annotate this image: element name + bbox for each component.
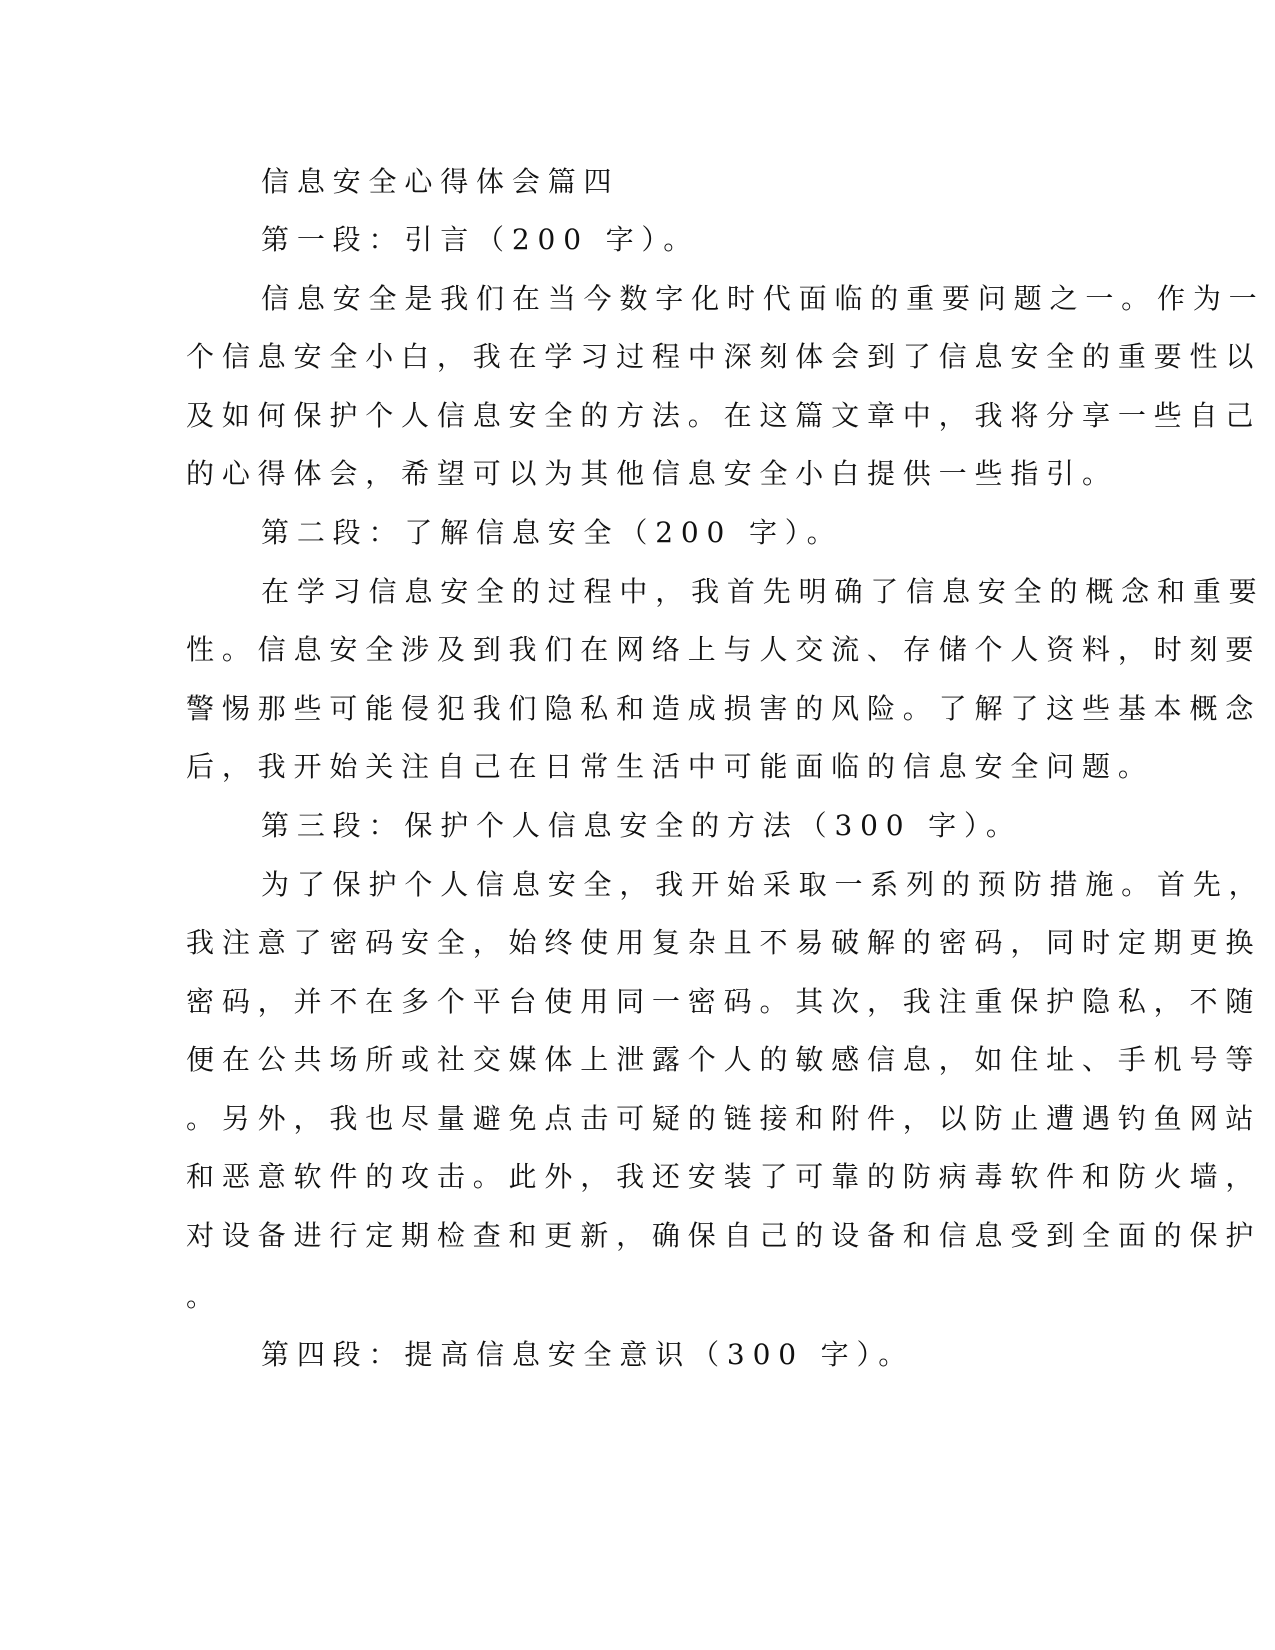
body-line: 为了保护个人信息安全，我开始采取一系列的预防措施。首先， [261,868,1265,901]
body-line: 对设备进行定期检查和更新，确保自己的设备和信息受到全面的保护 [186,1219,1262,1252]
body-line: 及如何保护个人信息安全的方法。在这篇文章中，我将分享一些自己 [186,399,1262,432]
body-line: 的心得体会，希望可以为其他信息安全小白提供一些指引。 [186,457,1118,490]
body-line: 和恶意软件的攻击。此外，我还安装了可靠的防病毒软件和防火墙， [186,1160,1262,1193]
body-line: 警惕那些可能侵犯我们隐私和造成损害的风险。了解了这些基本概念 [186,692,1262,725]
body-line: 在学习信息安全的过程中，我首先明确了信息安全的概念和重要 [261,575,1265,608]
body-line: 性。信息安全涉及到我们在网络上与人交流、存储个人资料，时刻要 [186,633,1262,666]
body-line: 个信息安全小白，我在学习过程中深刻体会到了信息安全的重要性以 [186,340,1262,373]
body-line: 密码，并不在多个平台使用同一密码。其次，我注重保护隐私，不随 [186,985,1262,1018]
body-line: 。另外，我也尽量避免点击可疑的链接和附件，以防止遭遇钓鱼网站 [186,1102,1262,1135]
body-line: 。 [186,1280,222,1313]
section-heading-2: 第二段：了解信息安全（200 字）。 [261,516,843,549]
body-line: 后，我开始关注自己在日常生活中可能面临的信息安全问题。 [186,750,1154,783]
document-title: 信息安全心得体会篇四 [261,165,620,198]
body-line: 我注意了密码安全，始终使用复杂且不易破解的密码，同时定期更换 [186,926,1262,959]
body-line: 便在公共场所或社交媒体上泄露个人的敏感信息，如住址、手机号等 [186,1043,1262,1076]
section-heading-4: 第四段：提高信息安全意识（300 字）。 [261,1338,915,1371]
section-heading-1: 第一段：引言（200 字）。 [261,223,700,256]
body-line: 信息安全是我们在当今数字化时代面临的重要问题之一。作为一 [261,282,1265,315]
section-heading-3: 第三段：保护个人信息安全的方法（300 字）。 [261,809,1022,842]
